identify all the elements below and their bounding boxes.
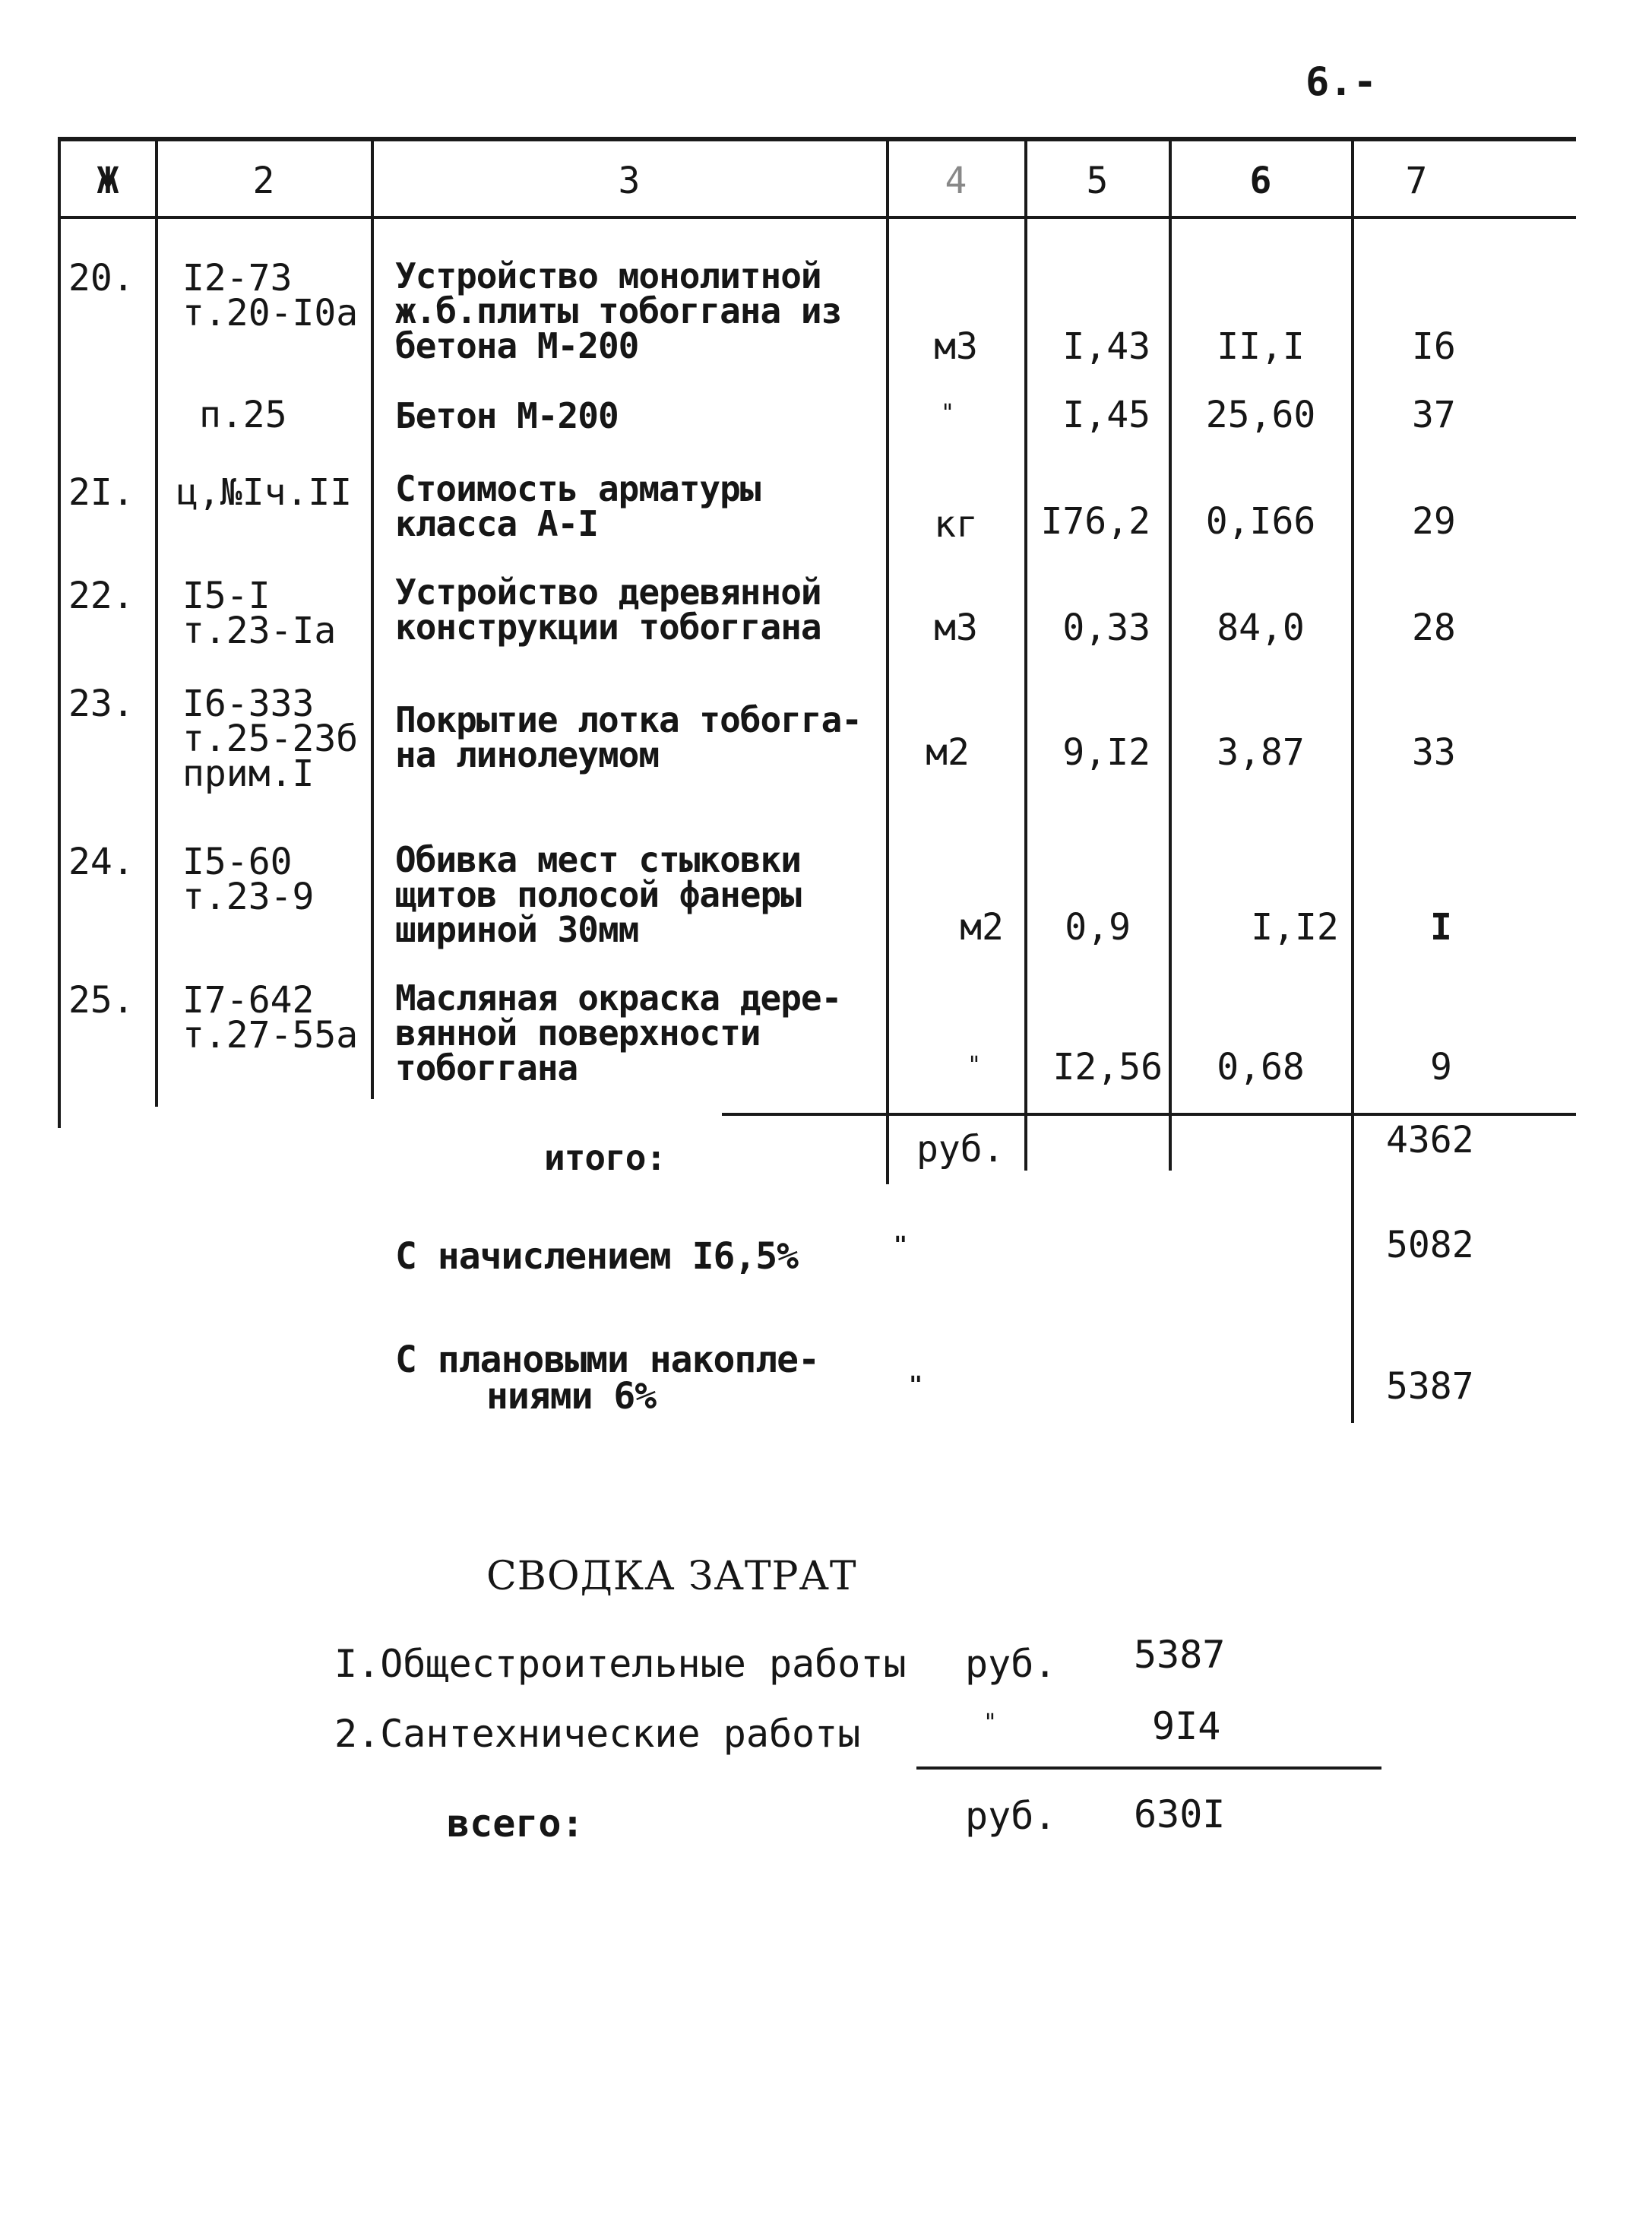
accrual-value: 5082 — [1386, 1224, 1474, 1266]
row-number: 24. — [68, 841, 135, 883]
row-total: 28 — [1412, 607, 1456, 649]
row-unit: м2 — [960, 906, 1004, 949]
row-unit: м3 — [934, 607, 978, 649]
row-quantity: 9,I2 — [1062, 731, 1150, 774]
col-divider-5 — [1024, 137, 1027, 1171]
row-description-line: Покрытие лотка тобогга- — [395, 699, 862, 740]
row-unit: " — [967, 1052, 982, 1079]
row-total: I — [1430, 906, 1452, 949]
row-unit-price: 3,87 — [1217, 731, 1305, 774]
header-col-3: 3 — [618, 160, 641, 202]
summary-item-unit: руб. — [965, 1642, 1057, 1686]
summary-total-label: всего: — [447, 1801, 584, 1846]
row-code-line: I5-60 — [182, 841, 293, 883]
row-description-line: щитов полосой фанеры — [395, 874, 801, 915]
accrual-label: С начислением I6,5% — [395, 1235, 799, 1278]
col-divider-6 — [1169, 137, 1172, 1171]
header-bottom-border — [58, 216, 1576, 219]
row-number: 25. — [68, 979, 135, 1022]
row-quantity: 0,33 — [1062, 607, 1150, 649]
row-code-line: т.25-23б — [182, 718, 359, 760]
row-quantity: 0,9 — [1065, 906, 1131, 949]
header-col-2: 2 — [252, 160, 275, 202]
col-divider-3 — [371, 137, 374, 1099]
row-total: 37 — [1412, 394, 1456, 436]
col-divider-2 — [155, 137, 158, 1107]
row-quantity: I76,2 — [1040, 500, 1150, 543]
header-col-5: 5 — [1086, 160, 1109, 202]
row-quantity: I2,56 — [1052, 1046, 1163, 1088]
itogo-value: 4362 — [1386, 1119, 1474, 1161]
row-unit-price: I,I2 — [1251, 906, 1339, 949]
planned-label-line: С плановыми накопле- — [395, 1339, 819, 1381]
rows-bottom-border — [722, 1113, 1576, 1116]
row-code-line: т.20-I0а — [182, 292, 359, 334]
row-description-line: тобоггана — [395, 1047, 578, 1088]
page-number: 6.- — [1305, 59, 1377, 105]
row-total: I6 — [1412, 325, 1456, 368]
table-top-border — [58, 137, 1576, 141]
summary-title: СВОДКА ЗАТРАТ — [486, 1554, 857, 1599]
accrual-unit-mark: " — [894, 1232, 907, 1259]
col-divider-7 — [1351, 137, 1354, 1423]
row-description-line: на линолеумом — [395, 734, 660, 775]
summary-item-label: 2.Сантехнические работы — [334, 1712, 861, 1756]
planned-unit-mark: " — [909, 1372, 923, 1399]
row-description-line: Стоимость арматуры — [395, 468, 761, 509]
row-code-line: I6-333 — [182, 683, 315, 725]
row-code-line: I2-73 — [182, 257, 293, 299]
row-code-line: I5-I — [182, 575, 271, 617]
header-col-7: 7 — [1405, 160, 1428, 202]
row-code-line: т.23-9 — [182, 876, 315, 918]
header-col-6: 6 — [1249, 160, 1272, 202]
row-description-line: Устройство деревянной — [395, 572, 821, 613]
summary-item-unit-mark: " — [983, 1709, 998, 1736]
row-code-line: I7-642 — [182, 979, 315, 1022]
row-description-line: класса А-I — [395, 503, 598, 544]
summary-item-label: I.Общестроительные работы — [334, 1642, 907, 1686]
row-unit-price: 84,0 — [1217, 607, 1305, 649]
row-unit-price: 0,68 — [1217, 1046, 1305, 1088]
header-col-1: Ж — [97, 160, 119, 202]
row-quantity: I,43 — [1062, 325, 1150, 368]
row-description-line: Бетон М-200 — [395, 395, 619, 436]
row-unit-price: 25,60 — [1205, 394, 1316, 436]
row-total: 29 — [1412, 500, 1456, 543]
row-description-line: вянной поверхности — [395, 1012, 761, 1054]
col-divider-1 — [58, 137, 61, 1128]
row-number: 20. — [68, 257, 135, 299]
row-unit: " — [940, 400, 955, 426]
row-code-line: прим.I — [182, 753, 315, 795]
row-description-line: конструкции тобоггана — [395, 607, 821, 648]
row-code-line: п.25 — [199, 394, 287, 436]
row-code-line: т.23-Iа — [182, 610, 337, 652]
row-unit: м2 — [926, 731, 970, 774]
itogo-label: итого: — [544, 1137, 666, 1178]
row-quantity: I,45 — [1062, 394, 1150, 436]
summary-total-value: 630I — [1134, 1792, 1226, 1836]
row-code-line: т.27-55а — [182, 1014, 359, 1057]
planned-label-line: ниями 6% — [486, 1375, 657, 1418]
summary-total-unit: руб. — [965, 1794, 1057, 1838]
header-col-4: 4 — [945, 160, 967, 202]
row-total: 9 — [1430, 1046, 1452, 1088]
row-total: 33 — [1412, 731, 1456, 774]
row-number: 23. — [68, 683, 135, 725]
row-description-line: ж.б.плиты тобоггана из — [395, 290, 842, 331]
row-description-line: Масляная окраска дере- — [395, 978, 842, 1019]
itogo-unit: руб. — [916, 1128, 1005, 1171]
summary-item-value: 9I4 — [1152, 1704, 1221, 1748]
row-code-line: ц,№Iч.II — [176, 471, 353, 514]
row-unit-price: 0,I66 — [1205, 500, 1316, 543]
row-unit: м3 — [934, 325, 978, 368]
row-number: 2I. — [68, 471, 135, 514]
summary-total-rule — [916, 1766, 1381, 1770]
row-description-line: бетона М-200 — [395, 325, 639, 366]
row-unit: кг — [934, 503, 978, 546]
col-divider-4 — [886, 137, 889, 1184]
summary-item-value: 5387 — [1134, 1633, 1226, 1677]
planned-value: 5387 — [1386, 1365, 1474, 1408]
row-number: 22. — [68, 575, 135, 617]
row-description-line: Обивка мест стыковки — [395, 839, 801, 880]
row-unit-price: II,I — [1217, 325, 1305, 368]
row-description-line: шириной 30мм — [395, 909, 639, 950]
row-description-line: Устройство монолитной — [395, 255, 821, 296]
